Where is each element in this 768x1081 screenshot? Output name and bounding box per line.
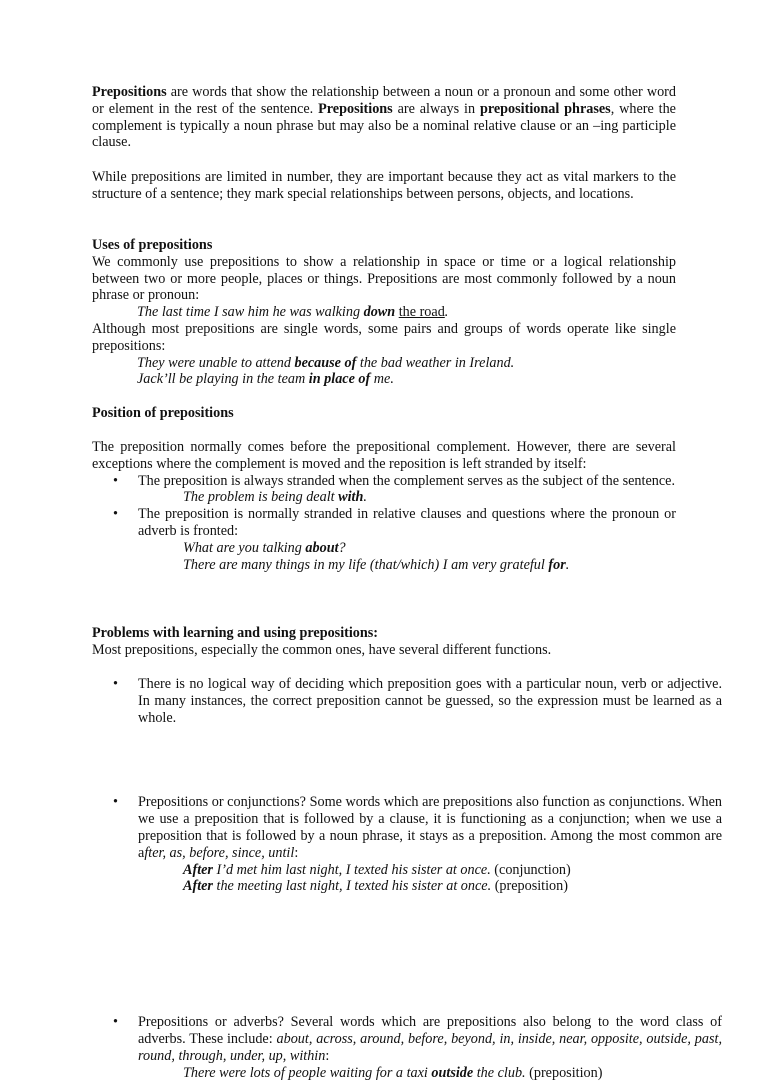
bullet-icon: • xyxy=(113,676,118,692)
term-prepositional-phrases: prepositional phrases xyxy=(479,100,611,117)
intro-paragraph-1: Prepositions are words that show the relationship between a noun or a pronoun and some other word or element in the rest of the sentence. Prepositions are always in prepositional phrases, where the complement is typically a noun phrase but may also be a nominal relative clause or an –ing participle clause. xyxy=(92,84,676,151)
example-sentence: They were unable to attend because of the bad weather in Ireland. xyxy=(137,354,515,371)
example-sentence: The last time I saw him he was walking down the road. xyxy=(137,304,449,321)
example-sentence: The problem is being dealt with. xyxy=(183,489,367,506)
example-sentence: There are many things in my life (that/which) I am very grateful for. xyxy=(183,556,570,573)
section-uses xyxy=(92,237,676,388)
uses-paragraph-2: Although most prepositions are single words, some pairs and groups of words operate like single prepositions: xyxy=(92,320,676,354)
term-prepositions: Prepositions xyxy=(92,84,167,100)
section-heading: Position of prepositions xyxy=(92,405,234,421)
list-item: • The preposition is normally stranded in relative clauses and questions where the pronoun or adverb is fronted: What are you talking about? There are many things in my life (that/which) I am very grateful for. xyxy=(113,506,676,573)
example-sentence: There were lots of people waiting for a taxi outside the club. (preposition) xyxy=(183,1064,603,1081)
bullet-icon: • xyxy=(113,506,118,523)
list-item: • There is no logical way of deciding which preposition goes with a particular noun, verb or adjective. In many instances, the correct preposition cannot be guessed, so the expression must be learned as a whole. xyxy=(113,676,722,726)
list-item: • Prepositions or adverbs? Several words which are prepositions also belong to the word class of adverbs. These include: about, across, around, before, beyond, in, inside, near, opposite, outside, past, round, through, under, up, within: There were lots of people waiting for a taxi outside the club. (preposition) xyxy=(113,1014,722,1081)
bullet-icon: • xyxy=(113,1014,118,1031)
example-sentence: Jack’ll be playing in the team in place of me. xyxy=(137,371,394,388)
bullet-icon: • xyxy=(113,472,118,489)
example-sentence: After the meeting last night, I texted his sister at once. (preposition) xyxy=(183,878,568,895)
section-position xyxy=(92,439,676,573)
intro-paragraph-2: While prepositions are limited in number, they are important because they act as vital markers to the structure of a sentence; they mark special relationships between persons, objects, and locations. xyxy=(92,169,676,202)
section-problems xyxy=(92,625,676,659)
uses-paragraph-1: We commonly use prepositions to show a relationship in space or time or a logical relationship between two or more people, places or things. Prepositions are most commonly followed by a noun phrase or pronoun: xyxy=(92,253,676,304)
bullet-icon: • xyxy=(113,794,118,811)
problems-paragraph: Most prepositions, especially the common ones, have several different functions. xyxy=(92,641,552,658)
position-paragraph: The preposition normally comes before the prepositional complement. However, there are several exceptions where the complement is moved and the reposition is left stranded by itself: xyxy=(92,439,676,472)
section-heading: Problems with learning and using prepositions: xyxy=(92,625,379,641)
term-prepositions: Prepositions xyxy=(318,100,393,117)
example-sentence: What are you talking about? xyxy=(183,539,346,556)
list-item: • Prepositions or conjunctions? Some words which are prepositions also function as conjunctions. When we use a preposition that is followed by a clause, it is functioning as a conjunction; when we use a preposition that is followed by a noun phrase, it stays as a preposition. Among the most common are after, as, before, since, until: After I’d met him last night, I texted his sister at once. (conjunction) After the meeting last night, I texted his sister at once. (preposition) xyxy=(113,794,722,895)
example-sentence: After I’d met him last night, I texted his sister at once. (conjunction) xyxy=(183,861,571,878)
section-heading: Uses of prepositions xyxy=(92,237,213,253)
list-item: • The preposition is always stranded when the complement serves as the subject of the sentence. The problem is being dealt with. xyxy=(113,472,675,506)
